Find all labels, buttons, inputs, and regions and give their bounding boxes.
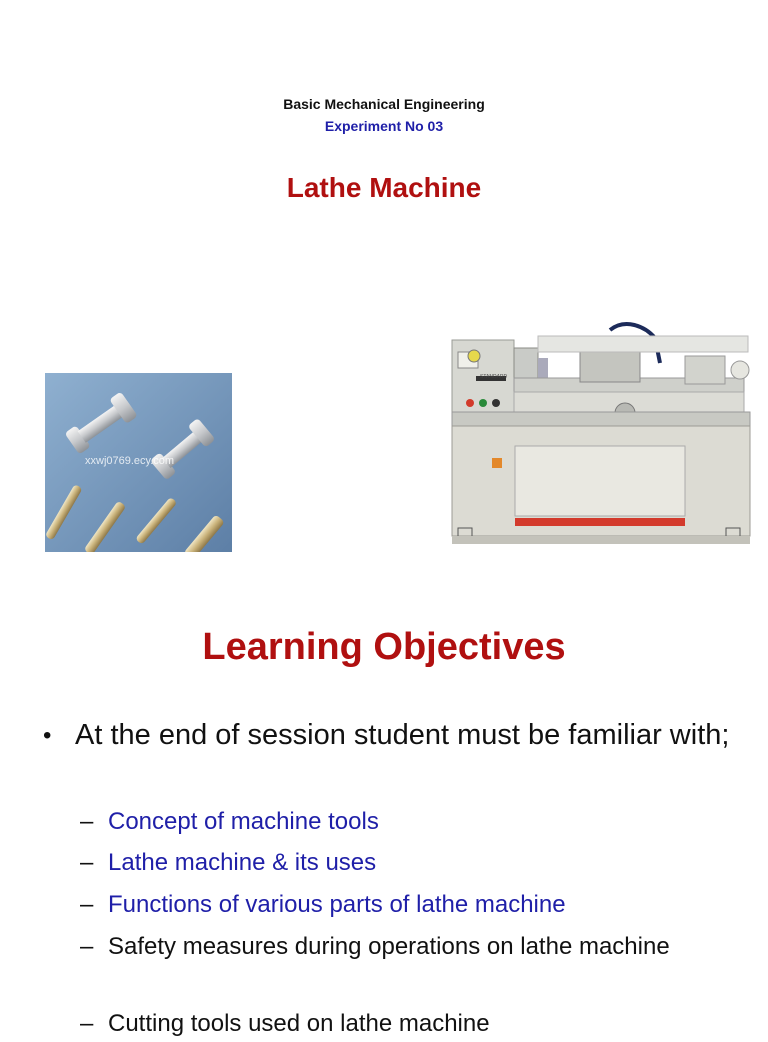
slide-title: Lathe Machine <box>286 172 482 203</box>
sub-item-text: Lathe machine & its uses <box>108 849 377 876</box>
lathe-machine-image <box>440 318 758 556</box>
machined-parts-image <box>45 373 232 552</box>
sub-item-text: Concept of machine tools <box>108 808 379 835</box>
dash-marker: – <box>80 849 94 876</box>
dash-marker: – <box>80 933 94 960</box>
bullet-text: At the end of session student must be familiar with; <box>75 719 730 751</box>
sub-item-text: Cutting tools used on lathe machine <box>108 1010 490 1037</box>
experiment-number: Experiment No 03 <box>324 118 444 134</box>
section-title: Learning Objectives <box>202 626 566 668</box>
dash-marker: – <box>80 808 94 835</box>
lathe-label: STANDARD <box>480 374 508 380</box>
dash-marker: – <box>80 1010 94 1037</box>
dash-marker: – <box>80 891 94 918</box>
bullet-dot: • <box>43 722 52 749</box>
watermark-text: xxwj0769.ecy.com <box>85 455 175 467</box>
course-title: Basic Mechanical Engineering <box>283 96 485 112</box>
sub-item-text: Safety measures during operations on lathe machine <box>108 933 670 960</box>
sub-item-text: Functions of various parts of lathe machine <box>108 891 566 918</box>
